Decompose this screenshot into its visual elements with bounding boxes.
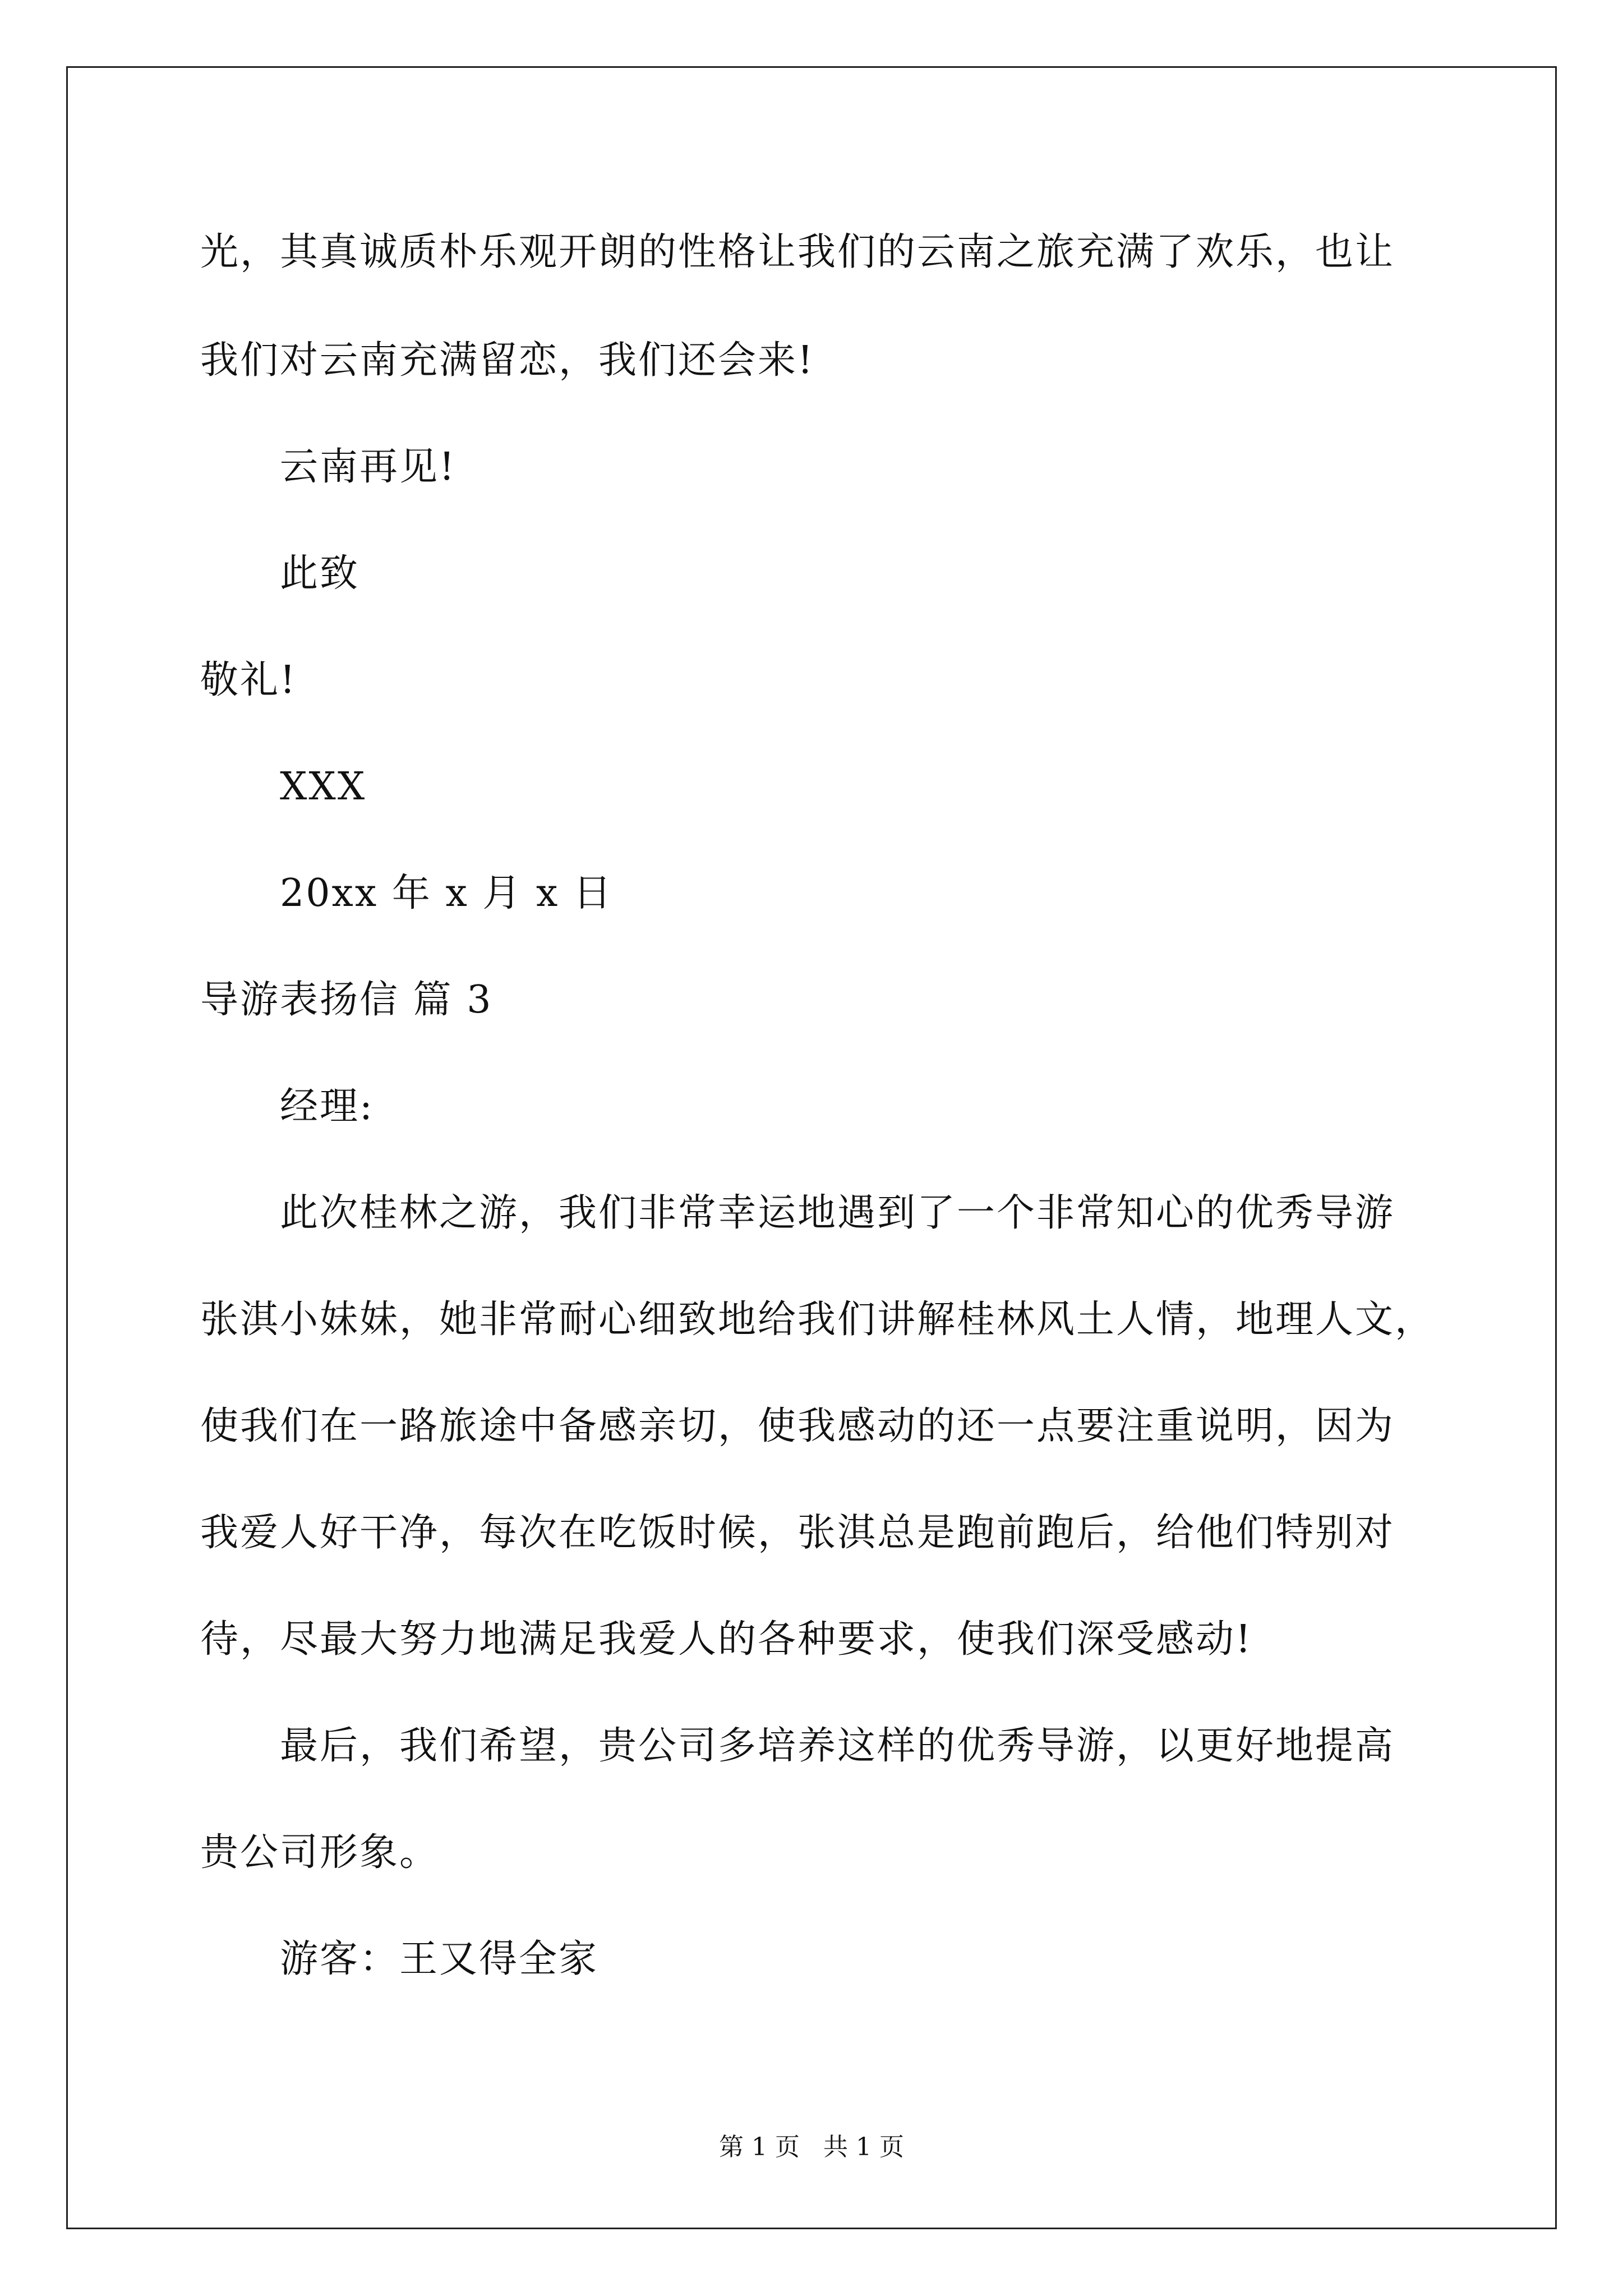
signature-line: XXX bbox=[280, 765, 367, 809]
paragraph-line: 使我们在一路旅途中备感亲切，使我感动的还一点要注重说明，因为 bbox=[200, 1404, 1395, 1448]
paragraph-line: 贵公司形象。 bbox=[200, 1830, 440, 1875]
date-line: 20xx 年 x 月 x 日 bbox=[280, 871, 614, 915]
signature-line: 游客：王又得全家 bbox=[280, 1937, 599, 1981]
page-footer: 第 1 页 共 1 页 bbox=[719, 2133, 904, 2161]
section-heading: 导游表扬信 篇 3 bbox=[200, 978, 493, 1022]
salutation-line: 敬礼! bbox=[200, 658, 297, 702]
salutation-line: 此致 bbox=[280, 551, 360, 596]
page-border bbox=[66, 66, 1557, 2229]
paragraph-line: 我们对云南充满留恋，我们还会来! bbox=[200, 338, 815, 383]
greeting-line: 经理: bbox=[280, 1084, 374, 1129]
paragraph-line: 最后，我们希望，贵公司多培养这样的优秀导游，以更好地提高 bbox=[280, 1724, 1395, 1768]
paragraph-line: 我爱人好干净，每次在吃饭时候，张淇总是跑前跑后，给他们特别对 bbox=[200, 1511, 1395, 1555]
paragraph-line: 光，其真诚质朴乐观开朗的性格让我们的云南之旅充满了欢乐，也让 bbox=[200, 230, 1395, 274]
paragraph-line: 此次桂林之游，我们非常幸运地遇到了一个非常知心的优秀导游 bbox=[280, 1191, 1395, 1235]
paragraph-line: 待，尽最大努力地满足我爱人的各种要求，使我们深受感动! bbox=[200, 1617, 1253, 1662]
closing-line: 云南再见! bbox=[280, 445, 457, 489]
paragraph-line: 张淇小妹妹，她非常耐心细致地给我们讲解桂林风土人情，地理人文， bbox=[200, 1297, 1435, 1342]
